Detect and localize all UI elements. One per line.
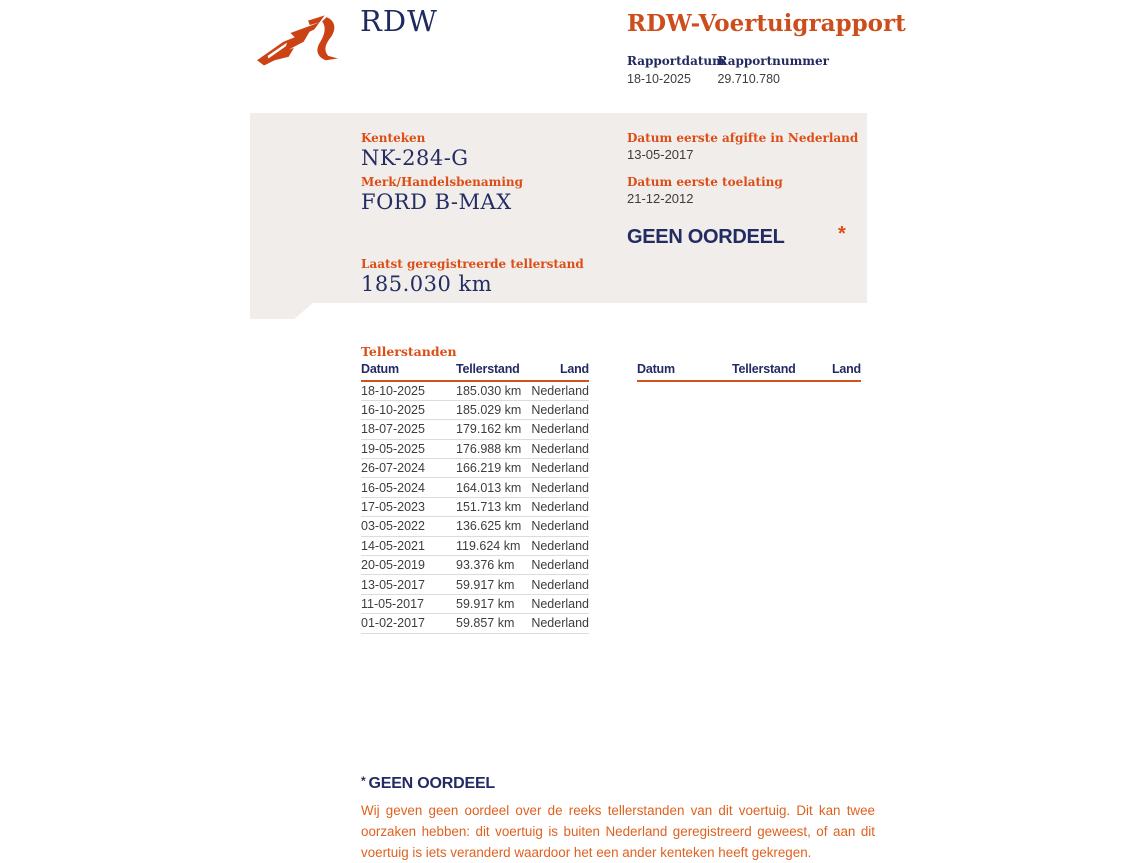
verdict-text: GEEN OORDEEL bbox=[627, 226, 785, 248]
column-header-tellerstand: Tellerstand bbox=[732, 362, 785, 381]
report-meta bbox=[627, 54, 829, 86]
tellerstanden-table-empty bbox=[637, 362, 861, 382]
vehicle-summary-box bbox=[250, 113, 867, 303]
verdict-asterisk: * bbox=[838, 223, 846, 245]
table-row bbox=[361, 556, 589, 575]
logo-wordmark: RDW bbox=[360, 4, 438, 38]
table-row bbox=[361, 517, 589, 536]
cell-datum: 19-05-2025 bbox=[361, 439, 456, 458]
cell-land: Nederland bbox=[510, 459, 589, 478]
table-row bbox=[361, 439, 589, 458]
rdw-wing-icon bbox=[257, 14, 345, 66]
cell-land: Nederland bbox=[510, 575, 589, 594]
tellerstand-value: 185.030 km bbox=[361, 272, 493, 296]
cell-tellerstand: 151.713 km bbox=[456, 497, 510, 516]
cell-land: Nederland bbox=[510, 400, 589, 419]
table-row bbox=[361, 381, 589, 400]
cell-land: Nederland bbox=[510, 478, 589, 497]
toelating-label: Datum eerste toelating bbox=[627, 175, 783, 189]
footnote-title-text: GEEN OORDEEL bbox=[368, 775, 495, 792]
report-number-label: Rapportnummer bbox=[717, 54, 829, 68]
footnote-asterisk: * bbox=[361, 774, 366, 788]
cell-datum: 13-05-2017 bbox=[361, 575, 456, 594]
cell-land: Nederland bbox=[510, 536, 589, 555]
report-date-label: Rapportdatum bbox=[627, 54, 725, 68]
footnote-title bbox=[361, 774, 875, 793]
cell-tellerstand: 166.219 km bbox=[456, 459, 510, 478]
cell-tellerstand: 136.625 km bbox=[456, 517, 510, 536]
table-header-row bbox=[637, 362, 861, 381]
cell-datum: 18-07-2025 bbox=[361, 420, 456, 439]
cell-tellerstand: 59.917 km bbox=[456, 575, 510, 594]
cell-tellerstand: 59.857 km bbox=[456, 614, 510, 633]
footnote bbox=[361, 774, 875, 863]
cell-land: Nederland bbox=[510, 614, 589, 633]
column-header-datum: Datum bbox=[637, 362, 732, 381]
table-row bbox=[361, 594, 589, 613]
cell-tellerstand: 164.013 km bbox=[456, 478, 510, 497]
cell-datum: 16-10-2025 bbox=[361, 400, 456, 419]
table-row bbox=[361, 536, 589, 555]
cell-datum: 03-05-2022 bbox=[361, 517, 456, 536]
report-number-value: 29.710.780 bbox=[717, 72, 781, 86]
cell-datum: 14-05-2021 bbox=[361, 536, 456, 555]
footnote-text: Wij geven geen oordeel over de reeks tellerstanden van dit voertuig. Dit kan twee oorzaken hebben: dit voertuig is buiten Nederland geregistreerd geweest, of aan dit voertuig is iets veranderd waardoor het een ander kenteken heeft gekregen. bbox=[361, 803, 875, 860]
cell-tellerstand: 179.162 km bbox=[456, 420, 510, 439]
merk-label: Merk/Handelsbenaming bbox=[361, 175, 524, 189]
afgifte-value: 13-05-2017 bbox=[627, 147, 694, 162]
cell-datum: 11-05-2017 bbox=[361, 594, 456, 613]
afgifte-label: Datum eerste afgifte in Nederland bbox=[627, 131, 859, 145]
table-header-row bbox=[361, 362, 589, 381]
table-row bbox=[361, 420, 589, 439]
cell-datum: 18-10-2025 bbox=[361, 381, 456, 400]
cell-tellerstand: 119.624 km bbox=[456, 536, 510, 555]
cell-land: Nederland bbox=[510, 381, 589, 400]
column-header-land: Land bbox=[510, 362, 589, 381]
cell-datum: 26-07-2024 bbox=[361, 459, 456, 478]
cell-tellerstand: 185.030 km bbox=[456, 381, 510, 400]
cell-land: Nederland bbox=[510, 556, 589, 575]
cell-datum: 20-05-2019 bbox=[361, 556, 456, 575]
cell-tellerstand: 59.917 km bbox=[456, 594, 510, 613]
table-row bbox=[361, 459, 589, 478]
cell-land: Nederland bbox=[510, 420, 589, 439]
kenteken-value: NK-284-G bbox=[361, 146, 469, 170]
tellerstanden-table bbox=[361, 362, 589, 634]
column-header-datum: Datum bbox=[361, 362, 456, 381]
cell-land: Nederland bbox=[510, 497, 589, 516]
tellerstanden-section-title: Tellerstanden bbox=[361, 344, 457, 359]
table-row bbox=[361, 575, 589, 594]
page-title: RDW-Voertuigrapport bbox=[627, 10, 906, 37]
cell-land: Nederland bbox=[510, 517, 589, 536]
cell-tellerstand: 93.376 km bbox=[456, 556, 510, 575]
cell-tellerstand: 176.988 km bbox=[456, 439, 510, 458]
cell-datum: 17-05-2023 bbox=[361, 497, 456, 516]
table-row bbox=[361, 497, 589, 516]
cell-land: Nederland bbox=[510, 594, 589, 613]
table-row bbox=[361, 478, 589, 497]
tellerstand-label: Laatst geregistreerde tellerstand bbox=[361, 257, 584, 271]
cell-datum: 16-05-2024 bbox=[361, 478, 456, 497]
cell-tellerstand: 185.029 km bbox=[456, 400, 510, 419]
merk-value: FORD B-MAX bbox=[361, 190, 512, 214]
report-date-value: 18-10-2025 bbox=[627, 72, 691, 86]
cell-datum: 01-02-2017 bbox=[361, 614, 456, 633]
toelating-value: 21-12-2012 bbox=[627, 191, 694, 206]
column-header-tellerstand: Tellerstand bbox=[456, 362, 510, 381]
cell-land: Nederland bbox=[510, 439, 589, 458]
table-row bbox=[361, 614, 589, 633]
kenteken-label: Kenteken bbox=[361, 131, 426, 145]
column-header-land: Land bbox=[785, 362, 861, 381]
box-tail-shape bbox=[250, 303, 313, 319]
table-row bbox=[361, 400, 589, 419]
